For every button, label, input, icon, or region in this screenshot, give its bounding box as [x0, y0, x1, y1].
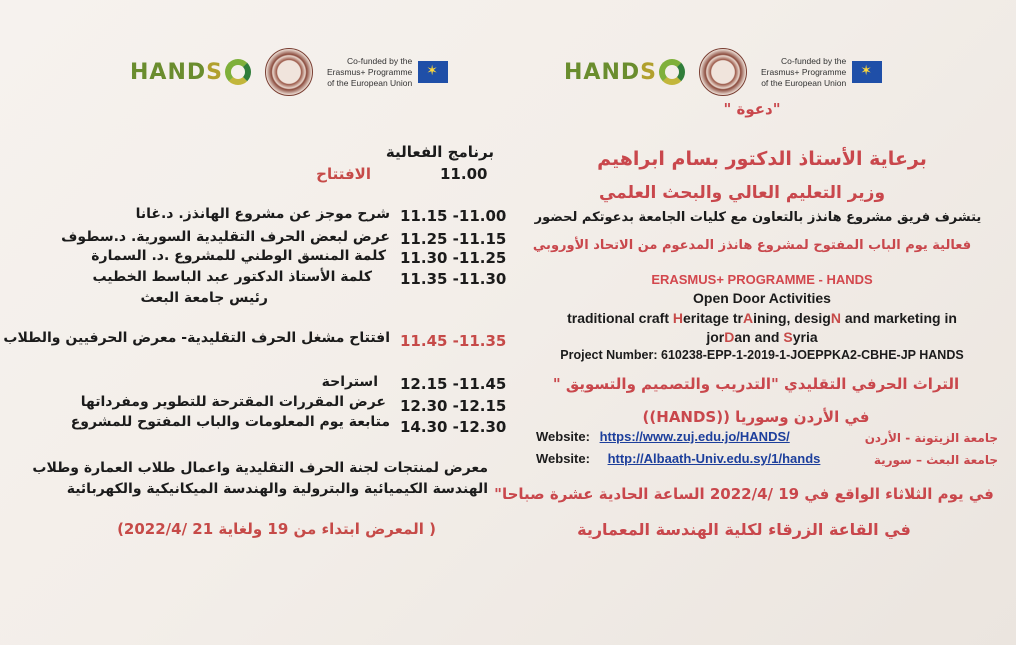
program-item: الافتتاح — [316, 165, 371, 183]
project-number: Project Number: 610238-EPP-1-2019-1-JOEPPKA2-CBHE-JP HANDS — [560, 348, 964, 362]
program-item: عرض المقررات المقترحة للتطوير ومفرداتها — [80, 394, 386, 410]
university-seal-icon — [699, 48, 747, 96]
program-item: متابعة يوم المعلومات والباب المفتوح للمشروع — [70, 414, 390, 430]
website-row-1 — [536, 429, 790, 444]
website-label: Website: — [536, 429, 590, 444]
program-item: استراحة — [321, 374, 378, 390]
invitation-panel — [494, 0, 1016, 645]
program-time: 11.25 -11.15 — [400, 230, 507, 248]
program-heading: برنامج الفعالية — [385, 143, 494, 161]
hands-logo: HAND S — [130, 59, 251, 85]
program-time: 12.15 -11.45 — [400, 375, 507, 393]
hands-ring-icon — [659, 59, 685, 85]
patron-title: وزير التعليم العالي والبحث العلمي — [598, 183, 886, 203]
program-time: 12.30 -12.15 — [400, 397, 507, 415]
university-seal-icon — [265, 48, 313, 96]
countries-line: في الأردن وسوريا ((HANDS)) — [642, 408, 870, 426]
invitation-title: "دعوة " — [723, 100, 781, 118]
left-logo-row — [130, 48, 448, 96]
open-door-line: Open Door Activities — [693, 290, 831, 306]
date-line: في يوم الثلاثاء الواقع في 19 /2022/4 الساعة الحادية عشرة صباحا" — [494, 485, 994, 503]
exhibit-text: الهندسة الكيميائية والبترولية والهندسة الميكانيكية والكهربائية — [66, 481, 488, 497]
erasmus-line: ERASMUS+ PROGRAMME - HANDS — [651, 272, 873, 287]
website-label: Website: — [536, 451, 590, 466]
tagline-line-2: jorDan and Syria — [706, 329, 818, 345]
hands-ring-icon — [225, 59, 251, 85]
invitation-intro: يتشرف فريق مشروع هانذز بالتعاون مع كليات الجامعة بدعوتكم لحضور — [534, 210, 982, 225]
venue-line: في القاعة الزرقاء لكلية الهندسة المعمارية — [577, 520, 911, 539]
albaath-university: جامعة البعث – سورية — [873, 453, 998, 467]
cofunded-text: Co-funded by the Erasmus+ Programme of the European Union — [760, 55, 847, 88]
event-line: فعالية يوم الباب المفتوح لمشروع هانذز المدعوم من الاتحاد الأوروبي — [532, 238, 972, 253]
hands-logo: HAND S — [564, 59, 685, 85]
patron-name: برعاية الأستاذ الدكتور بسام ابراهيم — [597, 148, 927, 170]
program-item: شرح موجز عن مشروع الهانذز. د.غانا — [135, 206, 390, 222]
heritage-line: التراث الحرفي التقليدي "التدريب والتصميم والتسويق " — [552, 375, 960, 393]
exhibit-dates: ( المعرض ابتداء من 19 ولغاية 21 /2022/4) — [117, 520, 436, 538]
program-item: افتتاح مشغل الحرف التقليدية- معرض الحرفيين والطلاب — [3, 330, 390, 346]
website-row-2 — [536, 451, 820, 466]
eu-flag-icon — [852, 61, 882, 83]
program-item: رئيس جامعة البعث — [140, 290, 268, 306]
zuj-website-link[interactable]: https://www.zuj.edu.jo/HANDS/ — [599, 429, 790, 444]
program-time: 11.45 -11.35 — [400, 332, 507, 350]
eu-flag-icon — [418, 61, 448, 83]
tagline-line-1: traditional craft Heritage trAining, desigN and marketing in — [567, 310, 957, 326]
zuj-university: جامعة الزيتونة - الأردن — [864, 431, 998, 445]
program-item: كلمة الأستاذ الدكتور عبد الباسط الخطيب — [92, 269, 372, 285]
cofunded-text: Co-funded by the Erasmus+ Programme of the European Union — [326, 55, 413, 88]
right-logo-row — [564, 48, 882, 96]
program-time: 11.00 — [440, 165, 488, 183]
albaath-website-link[interactable]: http://Albaath-Univ.edu.sy/1/hands — [607, 451, 821, 466]
program-item: عرض لبعض الحرف التقليدية السورية. د.سطوف — [61, 229, 390, 245]
program-time: 11.35 -11.30 — [400, 270, 507, 288]
program-item: كلمة المنسق الوطني للمشروع .د. السمارة — [91, 248, 386, 264]
program-time: 11.30 -11.25 — [400, 249, 507, 267]
program-time: 11.15 -11.00 — [400, 207, 507, 225]
exhibit-text: معرض لمنتجات لجنة الحرف التقليدية واعمال طلاب العمارة وطلاب — [32, 460, 488, 476]
program-time: 14.30 -12.30 — [400, 418, 507, 436]
